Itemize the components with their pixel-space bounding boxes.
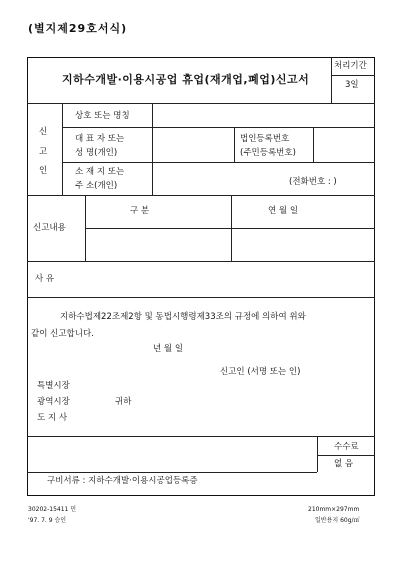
representative-label-1: 대 표 자 또는	[75, 134, 125, 144]
corp-reg-label-1: 법인등록번호	[240, 134, 290, 144]
report-content-label: 신고내용	[33, 223, 66, 233]
applicant-label-2: 고	[39, 147, 48, 157]
recipient-2: 광역시장	[37, 397, 70, 407]
footer-right-1: 210mm×297mm	[308, 506, 360, 513]
address-label-1: 소 재 지 또는	[75, 167, 125, 177]
category-header: 구 분	[130, 206, 150, 216]
form-code: (별지제29호서식)	[28, 22, 128, 35]
fee-value: 없 음	[334, 459, 354, 469]
form-title: 지하수개발·이용시공업 휴업(재개업,폐업)신고서	[62, 73, 310, 86]
representative-label-2: 성 명(개인)	[75, 148, 118, 158]
divider	[313, 127, 314, 162]
divider	[234, 127, 235, 162]
applicant-label-1: 신	[39, 127, 48, 137]
form-frame	[27, 57, 375, 496]
signer-line: 신고인 (서명 또는 인)	[220, 367, 301, 377]
divider	[85, 228, 375, 229]
company-name-label: 상호 또는 명칭	[75, 111, 130, 121]
fee-label: 수수료	[334, 442, 359, 452]
divider	[331, 75, 375, 76]
divider	[152, 103, 153, 195]
reason-label: 사 유	[35, 274, 55, 284]
statement-date: 년 월 일	[153, 344, 184, 354]
divider	[27, 103, 375, 104]
divider	[62, 162, 375, 163]
processing-period-label: 처리기간	[334, 61, 367, 71]
divider	[317, 436, 318, 472]
divider	[27, 297, 375, 298]
statement-line-1: 지하수법제22조제2항 및 동법시행령제33조의 규정에 의하여 위와	[60, 312, 306, 322]
divider	[62, 127, 375, 128]
recipient-1: 특별시장	[37, 381, 70, 391]
statement-line-2: 같이 신고합니다.	[31, 329, 94, 339]
divider	[62, 103, 63, 195]
recipient-3: 도 지 사	[37, 413, 68, 423]
address-label-2: 주 소(개인)	[75, 181, 118, 191]
phone-label: (전화번호 : )	[289, 177, 337, 187]
honorific: 귀하	[115, 397, 132, 407]
divider	[317, 455, 375, 456]
footer-left-2: '97. 7. 9 승인	[28, 517, 67, 524]
required-documents: 구비서류 : 지하수개발·이용시공업등록증	[47, 476, 198, 486]
divider	[27, 261, 375, 262]
date-header: 연 월 일	[268, 206, 299, 216]
divider	[27, 436, 375, 437]
applicant-label-3: 인	[39, 166, 48, 176]
divider	[27, 472, 317, 473]
processing-period-value: 3일	[345, 80, 359, 90]
footer-right-2: 일반용지 60g/㎡	[315, 517, 360, 524]
divider	[331, 57, 332, 103]
divider	[27, 195, 375, 196]
corp-reg-label-2: (주민등록번호)	[240, 148, 296, 158]
footer-left-1: 30202-15411 민	[28, 506, 77, 513]
